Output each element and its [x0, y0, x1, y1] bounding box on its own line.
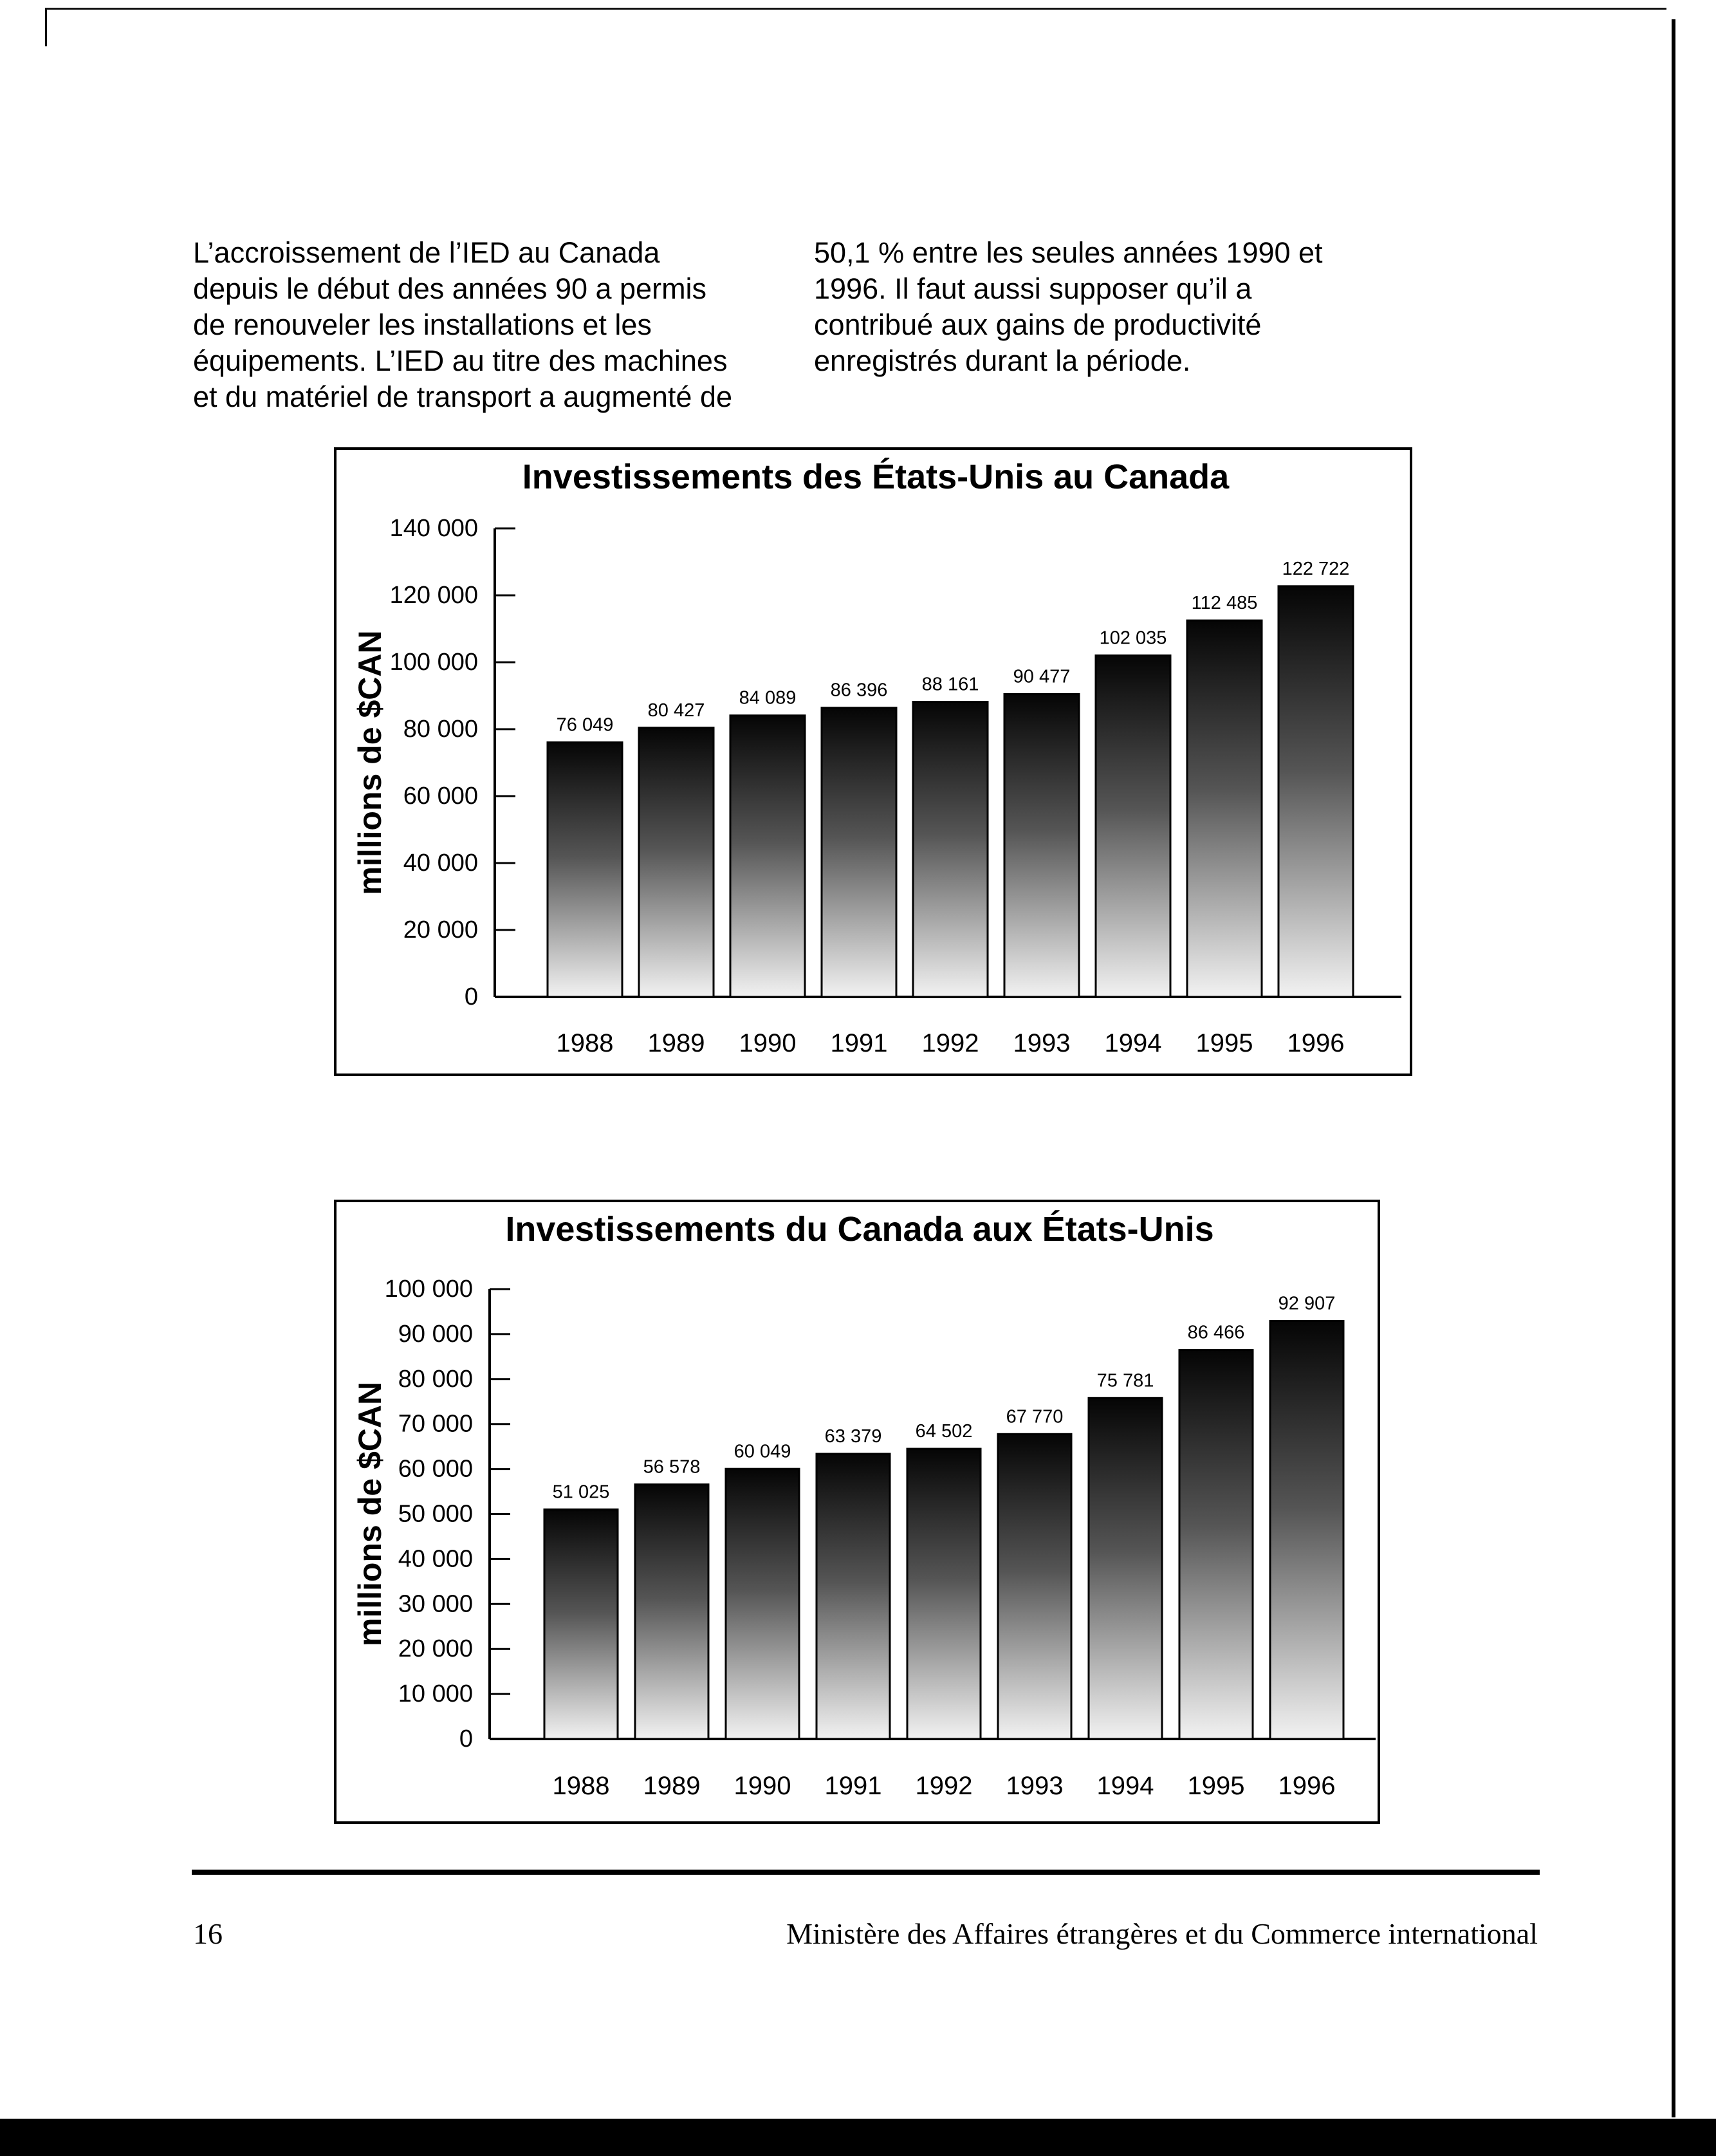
bar-1996	[1270, 1321, 1343, 1739]
x-tick-label-1994: 1994	[1104, 1029, 1162, 1057]
data-label-1994: 75 781	[1096, 1370, 1154, 1391]
x-tick-label-1995: 1995	[1195, 1029, 1253, 1057]
bar-1991	[822, 708, 896, 997]
y-tick-label: 40 000	[398, 1545, 473, 1573]
x-tick-label-1996: 1996	[1287, 1029, 1345, 1057]
y-axis-title: millions de $CAN	[352, 1381, 388, 1647]
bar-1992	[913, 702, 988, 997]
data-label-1995: 86 466	[1187, 1322, 1245, 1343]
bar-1988	[548, 743, 622, 997]
page-number: 16	[193, 1917, 223, 1950]
y-tick-label: 0	[464, 983, 478, 1010]
x-tick-label-1988: 1988	[552, 1772, 610, 1800]
bar-1996	[1278, 586, 1353, 997]
body-text-right-column: 50,1 % entre les seules années 1990 et 1996. Il faut aussi supposer qu’il a contribué aux gains de productivité enregistrés durant la période.	[814, 236, 1323, 377]
data-label-1992: 88 161	[921, 674, 979, 695]
chart-title: Investissements du Canada aux États-Unis	[505, 1210, 1214, 1249]
bar-1991	[816, 1454, 890, 1739]
bar-1989	[639, 728, 714, 997]
chart-title: Investissements des États-Unis au Canada	[522, 458, 1230, 496]
data-label-1988: 76 049	[556, 714, 614, 736]
bar-1988	[544, 1509, 618, 1739]
bar-1992	[907, 1449, 981, 1739]
y-axis-title: millions de $CAN	[352, 630, 388, 895]
y-tick-label: 100 000	[389, 649, 478, 676]
data-label-1990: 84 089	[739, 687, 797, 709]
body-text-left-column: L’accroissement de l’IED au Canada depuis le début des années 90 a permis de renouveler les installations et les équipements. L’IED au titre des machines et du matériel de transport a augmenté de	[193, 236, 733, 413]
bar-1994	[1096, 655, 1170, 997]
data-label-1990: 60 049	[733, 1441, 791, 1462]
y-tick-label: 60 000	[398, 1455, 473, 1483]
y-tick-label: 90 000	[398, 1320, 473, 1348]
y-tick-label: 120 000	[389, 582, 478, 609]
bar-1989	[635, 1485, 708, 1739]
x-tick-label-1991: 1991	[830, 1029, 888, 1057]
y-tick-label: 80 000	[398, 1365, 473, 1393]
chart-us-investment-in-canada	[334, 447, 1412, 1076]
x-tick-label-1995: 1995	[1187, 1772, 1245, 1800]
data-label-1991: 63 379	[824, 1426, 882, 1447]
x-tick-label-1990: 1990	[739, 1029, 797, 1057]
data-label-1996: 122 722	[1282, 558, 1350, 579]
y-tick-label: 30 000	[398, 1590, 473, 1618]
data-label-1994: 102 035	[1099, 627, 1167, 649]
bar-1990	[730, 716, 805, 997]
y-tick-label: 0	[459, 1725, 473, 1752]
chart-canada-investment-in-us-svg	[337, 1202, 1383, 1826]
bar-1990	[726, 1469, 799, 1739]
footer-rule	[192, 1870, 1540, 1875]
data-label-1993: 67 770	[1006, 1406, 1064, 1427]
x-tick-label-1993: 1993	[1013, 1029, 1071, 1057]
bar-1993	[1004, 694, 1079, 997]
x-tick-label-1988: 1988	[556, 1029, 614, 1057]
x-tick-label-1989: 1989	[647, 1029, 705, 1057]
x-tick-label-1994: 1994	[1096, 1772, 1154, 1800]
x-tick-label-1990: 1990	[733, 1772, 791, 1800]
x-tick-label-1989: 1989	[643, 1772, 701, 1800]
bar-1993	[998, 1434, 1071, 1739]
chart-us-investment-in-canada-svg	[337, 450, 1415, 1079]
scan-border-right	[1672, 19, 1675, 2117]
data-label-1988: 51 025	[552, 1482, 610, 1503]
bar-1994	[1089, 1398, 1162, 1739]
chart-canada-investment-in-us	[334, 1200, 1380, 1824]
y-tick-label: 140 000	[389, 515, 478, 542]
y-tick-label: 50 000	[398, 1500, 473, 1528]
x-tick-label-1996: 1996	[1278, 1772, 1336, 1800]
y-tick-label: 70 000	[398, 1410, 473, 1438]
data-label-1989: 56 578	[643, 1456, 701, 1478]
data-label-1995: 112 485	[1191, 593, 1258, 614]
footer-publisher: Ministère des Affaires étrangères et du Commerce international	[786, 1917, 1538, 1950]
scan-border-top	[45, 8, 1666, 10]
y-tick-label: 100 000	[384, 1276, 473, 1303]
y-tick-label: 20 000	[398, 1635, 473, 1663]
x-tick-label-1992: 1992	[921, 1029, 979, 1057]
y-tick-label: 10 000	[398, 1680, 473, 1708]
scan-border-bottom	[0, 2119, 1716, 2156]
x-tick-label-1991: 1991	[824, 1772, 882, 1800]
bar-1995	[1187, 620, 1262, 997]
x-tick-label-1992: 1992	[915, 1772, 973, 1800]
data-label-1992: 64 502	[915, 1421, 973, 1442]
data-label-1993: 90 477	[1013, 666, 1071, 687]
y-tick-label: 20 000	[403, 916, 478, 943]
y-tick-label: 80 000	[403, 716, 478, 743]
y-tick-label: 40 000	[403, 850, 478, 877]
data-label-1991: 86 396	[830, 680, 888, 701]
y-tick-label: 60 000	[403, 783, 478, 810]
scan-border-left	[45, 8, 47, 46]
x-tick-label-1993: 1993	[1006, 1772, 1064, 1800]
data-label-1989: 80 427	[647, 700, 705, 721]
data-label-1996: 92 907	[1278, 1293, 1336, 1314]
bar-1995	[1179, 1350, 1253, 1739]
